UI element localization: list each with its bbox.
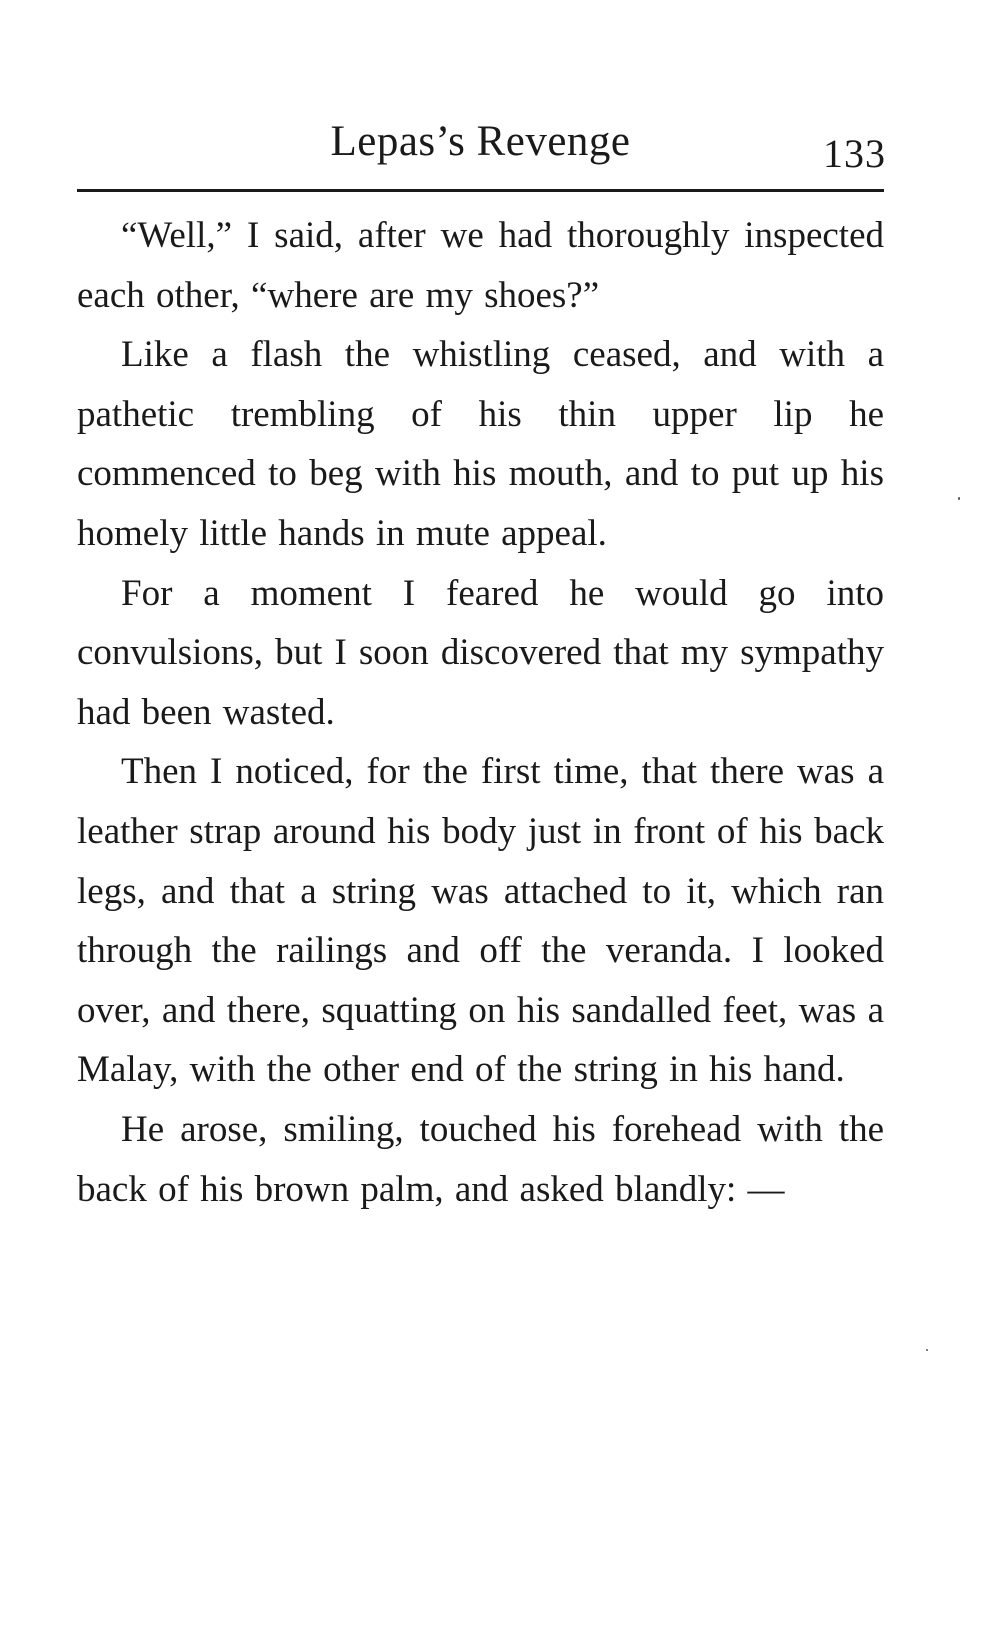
paragraph: For a moment I feared he would go into convulsions, but I soon discovered that my sympathy had been wasted. [77,572,884,733]
paragraph: Then I noticed, for the first time, that there was a leather strap around his body just in front of his back legs, and that a string was attached to it, which ran through the railings and off the veranda. I looked over, and there, squatting on his sandalled feet, was a Malay, with the other end of the string in his hand. [77,751,884,1091]
running-head [77,112,884,182]
body-text [77,206,884,1219]
running-title: Lepas’s Revenge [330,118,631,165]
scan-speck [958,497,960,500]
paragraph: He arose, smiling, touched his forehead with the back of his brown palm, and asked blandly: — [77,1108,884,1210]
page-number: 133 [823,131,886,176]
paragraph: “Well,” I said, after we had thoroughly inspected each other, “where are my shoes?” [77,215,884,316]
header-rule [77,189,884,192]
paragraph: Like a flash the whistling ceased, and with a pathetic trembling of his thin upper lip he commenced to beg with his mouth, and to put up his homely little hands in mute appeal. [77,334,884,554]
scan-speck [926,1349,928,1351]
